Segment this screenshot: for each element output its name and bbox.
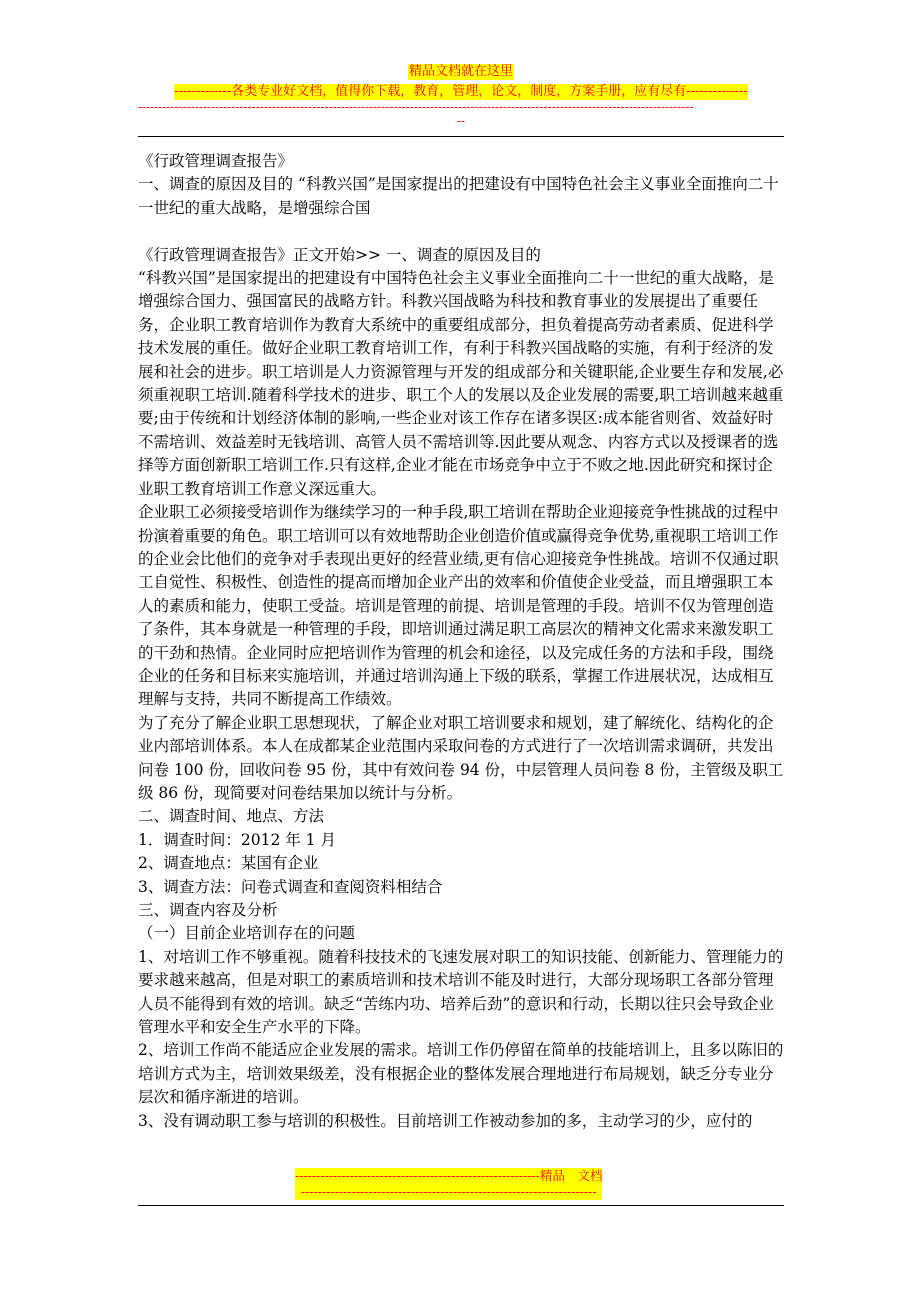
- paragraph: 企业职工必须接受培训作为继续学习的一种手段,职工培训在帮助企业迎接竞争性挑战的过程中扮演着重要的角色。职工培训可以有效地帮助企业创造价值或赢得竞争优势,重视职工培训工作的企业会比他们的竞争对手表现出更好的经营业绩,更有信心迎接竞争性挑战。培训不仅通过职工自觉性、积极性、创造性的提高而增加企业产出的效率和价值使企业受益，而且增强职工本人的素质和能力，使职工受益。培训是管理的前提、培训是管理的手段。培训不仅为管理创造了条件，其本身就是一种管理的手段，即培训通过满足职工高层次的精神文化需求来激发职工的干劲和热情。企业同时应把培训作为管理的机会和途径，以及完成任务的方法和手段，围绕企业的任务和目标来实施培训，并通过培训沟通上下级的联系，掌握工作进展状况，达成相互理解与支持，共同不断提高工作绩效。: [138, 503, 779, 709]
- paragraph: 1、对培训工作不够重视。随着科技技术的飞速发展对职工的知识技能、创新能力、管理能力的要求越来越高，但是对职工的素质培训和技术培训不能及时进行，大部分现场职工各部分管理人员不能得到有效的培训。缺乏“苦练内功、培养后劲”的意识和行动，长期以往只会导致企业管理水平和安全生产水平的下降。: [138, 947, 784, 1037]
- list-item: 3、调查方法：问卷式调查和查阅资料相结合: [138, 877, 443, 896]
- page-footer: [295, 1168, 602, 1200]
- list-item: 2、调查地点：某国有企业: [138, 854, 319, 873]
- document-body: [138, 150, 784, 1133]
- header-dash-tail: --: [456, 114, 466, 128]
- section-heading: 二、调查时间、地点、方法: [138, 807, 325, 826]
- header-rule: [138, 136, 784, 137]
- intro-paragraph: 一、调查的原因及目的 “科教兴国”是国家提出的把建设有中国特色社会主义事业全面推向二十一世纪的重大战略，是增强综合国: [138, 175, 779, 217]
- subsection-heading: （一）目前企业培训存在的问题: [138, 924, 356, 943]
- blank-line: [138, 220, 784, 243]
- document-title: 《行政管理调查报告》: [138, 152, 294, 170]
- footer-watermark: ----------------------------------------------------------精品 文档: [295, 1168, 603, 1183]
- paragraph: 3、没有调动职工参与培训的积极性。目前培训工作被动参加的多，主动学习的少，应付的: [138, 1111, 753, 1130]
- paragraph: “科教兴国”是国家提出的把建设有中国特色社会主义事业全面推向二十一世纪的重大战略，是增强综合国力、强国富民的战略方针。科教兴国战略为科技和教育事业的发展提出了重要任务，企业职工教育培训作为教育大系统中的重要组成部分，担负着提高劳动者素质、促进科学技术发展的重任。做好企业职工教育培训工作，有利于科教兴国战略的实施，有利于经济的发展和社会的进步。职工培训是人力资源管理与开发的组成部分和关键职能,企业要生存和发展,必须重视职工培训.随着科学技术的进步、职工个人的发展以及企业发展的需要,职工培训越来越重要;由于传统和计划经济体制的影响,一些企业对该工作存在诸多误区:成本能省则省、效益好时不需培训、效益差时无钱培训、高管人员不需培训等.因此要从观念、内容方式以及授课者的选择等方面创新职工培训工作.只有这样,企业才能在市场竞争中立于不败之地.因此研究和探讨企业职工教育培训工作意义深远重大。: [138, 269, 784, 498]
- header-dash-line: -----------------------------------------------------------------------------------------------------------------------------------------: [138, 100, 694, 114]
- paragraph: 为了充分了解企业职工思想现状，了解企业对职工培训要求和规划，建了解统化、结构化的企业内部培训体系。本人在成都某企业范围内采取问卷的方式进行了一次培训需求调研，共发出问卷 100 份，回收问卷 95 份，其中有效问卷 94 份，中层管理人员问卷 8 份，主管级及职工级 86 份，现简要对问卷结果加以统计与分析。: [138, 713, 784, 802]
- header-tagline: -------------各类专业好文档，值得你下载，教育，管理，论文，制度，方案手册，应有尽有--------------: [174, 84, 748, 99]
- list-item: 1．调查时间：2012 年 1 月: [138, 830, 336, 849]
- section-heading: 三、调查内容及分析: [138, 901, 278, 919]
- footer-dash-line: ----------------------------------------------------------------------: [295, 1184, 602, 1200]
- header-title: 精品文档就在这里: [408, 64, 513, 79]
- footer-rule: [138, 1205, 784, 1206]
- page-header: [138, 60, 784, 128]
- paragraph: 2、培训工作尚不能适应企业发展的需求。培训工作仍停留在简单的技能培训上，且多以陈旧的培训方式为主，培训效果级差，没有根据企业的整体发展合理地进行布局规划，缺乏分专业分层次和循序渐进的培训。: [138, 1041, 784, 1107]
- section-heading: 《行政管理调查报告》正文开始>> 一、调查的原因及目的: [138, 245, 541, 264]
